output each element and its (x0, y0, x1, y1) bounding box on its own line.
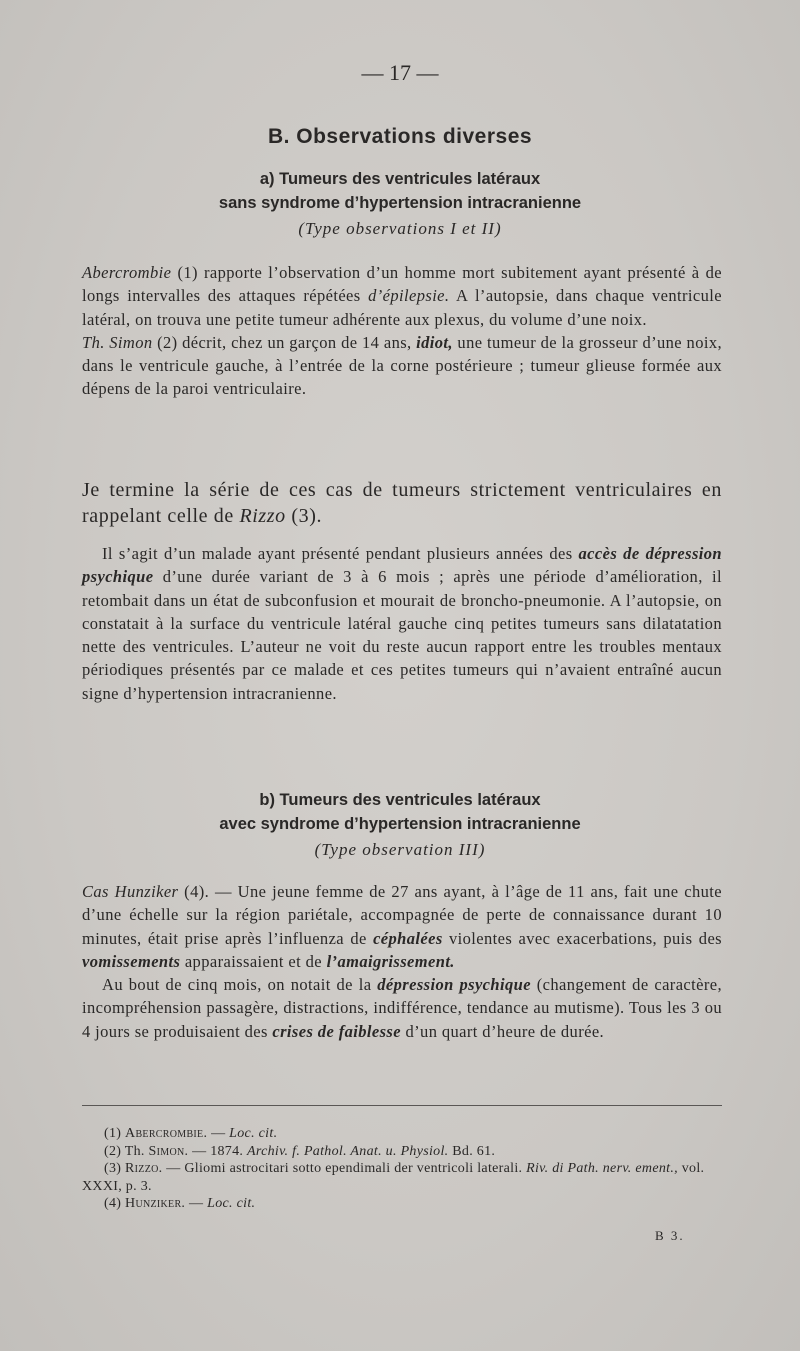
paragraph-simon: Th. Simon (2) décrit, chez un garçon de 14 ans, idiot, une tumeur de la grosseur d’une noix, dans le ventricule gauche, à l’entrée de la corne postérieure ; tumeur glieuse formée aux dépens de la paroi ventriculaire. (82, 332, 723, 399)
part-b-title (80, 788, 720, 836)
reference-mark: (2) (152, 332, 178, 352)
paragraph-hunziker-continued: Au bout de cinq mois, on notait de la dépression psychique (changement de caractère, incompréhension passagère, distractions, indifférence, tendance au mutisme). Tous les 3 ou 4 jours se produisaient des crises de faiblesse d’un quart d’heure de durée. (82, 975, 723, 1041)
printer-signature: B 3. (655, 1228, 685, 1243)
author-name: Abercrombie (82, 263, 172, 282)
reference-mark: (1) (171, 263, 198, 282)
footnote-divider (82, 1105, 722, 1106)
footnote-4: (4) Hunziker. — Loc. cit. (104, 1196, 256, 1211)
part-a-title-line1: a) Tumeurs des ventricules latéraux (259, 170, 541, 188)
paragraph-hunziker: Cas Hunziker (4). — Une jeune femme de 27 ans ayant, à l’âge de 11 ans, fait une chute d’une échelle sur la région pariétale, accompagnée de perte de connaissance durant 10 minutes, était prise après l’influenza de céphalées violentes avec exacerbations, puis des vomissements apparaissaient et de l’amaigrissement. (82, 882, 722, 971)
author-name: Rizzo (239, 505, 286, 527)
part-a-title-line2: sans syndrome d’hypertension intracranienne (218, 194, 582, 212)
paragraph-rizzo-case: Il s’agit d’un malade ayant présenté pendant plusieurs années des accès de dépression psychique d’une durée variant de 3 à 6 mois ; après une période d’amélioration, il retombait dans un état de subconfusion et mourait de broncho-pneumonie. A l’autopsie, on constatait à la surface du ventricule latéral gauche cinq petites tumeurs sans dilatatation nette des ventricules. L’auteur ne voit du reste aucun rapport entre les troubles mentaux périodiques présentés par ce malade et ces petites tumeurs qui n’avaient entraîné aucun signe d’hypertension intracranienne. (82, 544, 722, 703)
reference-mark: (4). (178, 882, 210, 901)
part-b-body (82, 880, 722, 1043)
part-b-title-line1: b) Tumeurs des ventricules latéraux (259, 791, 541, 809)
part-b-type-line: (Type observation III) (314, 840, 486, 859)
author-name: Cas Hunziker (82, 882, 179, 901)
section-heading: B. Observations diverses (267, 125, 533, 148)
page-number: — 17 — (361, 60, 439, 85)
paragraph-rizzo-intro: Je termine la série de ces cas de tumeurs strictement ventriculaires en rappelant celle de Rizzo (3). (82, 479, 722, 527)
author-name: Th. Simon (82, 332, 153, 352)
footnote-2: (2) Th. Simon. — 1874. Archiv. f. Pathol. Anat. u. Physiol. Bd. 61. (104, 1143, 496, 1159)
part-a-title (80, 167, 720, 215)
footnote-3: (3) Rizzo. — Gliomi astrocitari sotto ependimali der ventricoli laterali. Riv. di Path. nerv. ement., vol. XXXI, p. 3. (82, 1161, 705, 1194)
footnote-1: (1) Abercrombie. — Loc. cit. (104, 1126, 278, 1141)
part-b-title-line2: avec syndrome d’hypertension intracranienne (219, 815, 581, 833)
part-a-body (82, 261, 722, 401)
part-a-type-line: (Type observations I et II) (298, 219, 502, 238)
footnotes (82, 1125, 722, 1213)
paragraph-abercrombie: Abercrombie (1) rapporte l’observation d’un homme mort subitement ayant présenté à de longs intervalles des attaques répétées d’épilepsie. A l’autopsie, dans chaque ventricule latéral, on trouva une petite tumeur adhérente aux plexus, du volume d’une noix. (82, 263, 722, 329)
